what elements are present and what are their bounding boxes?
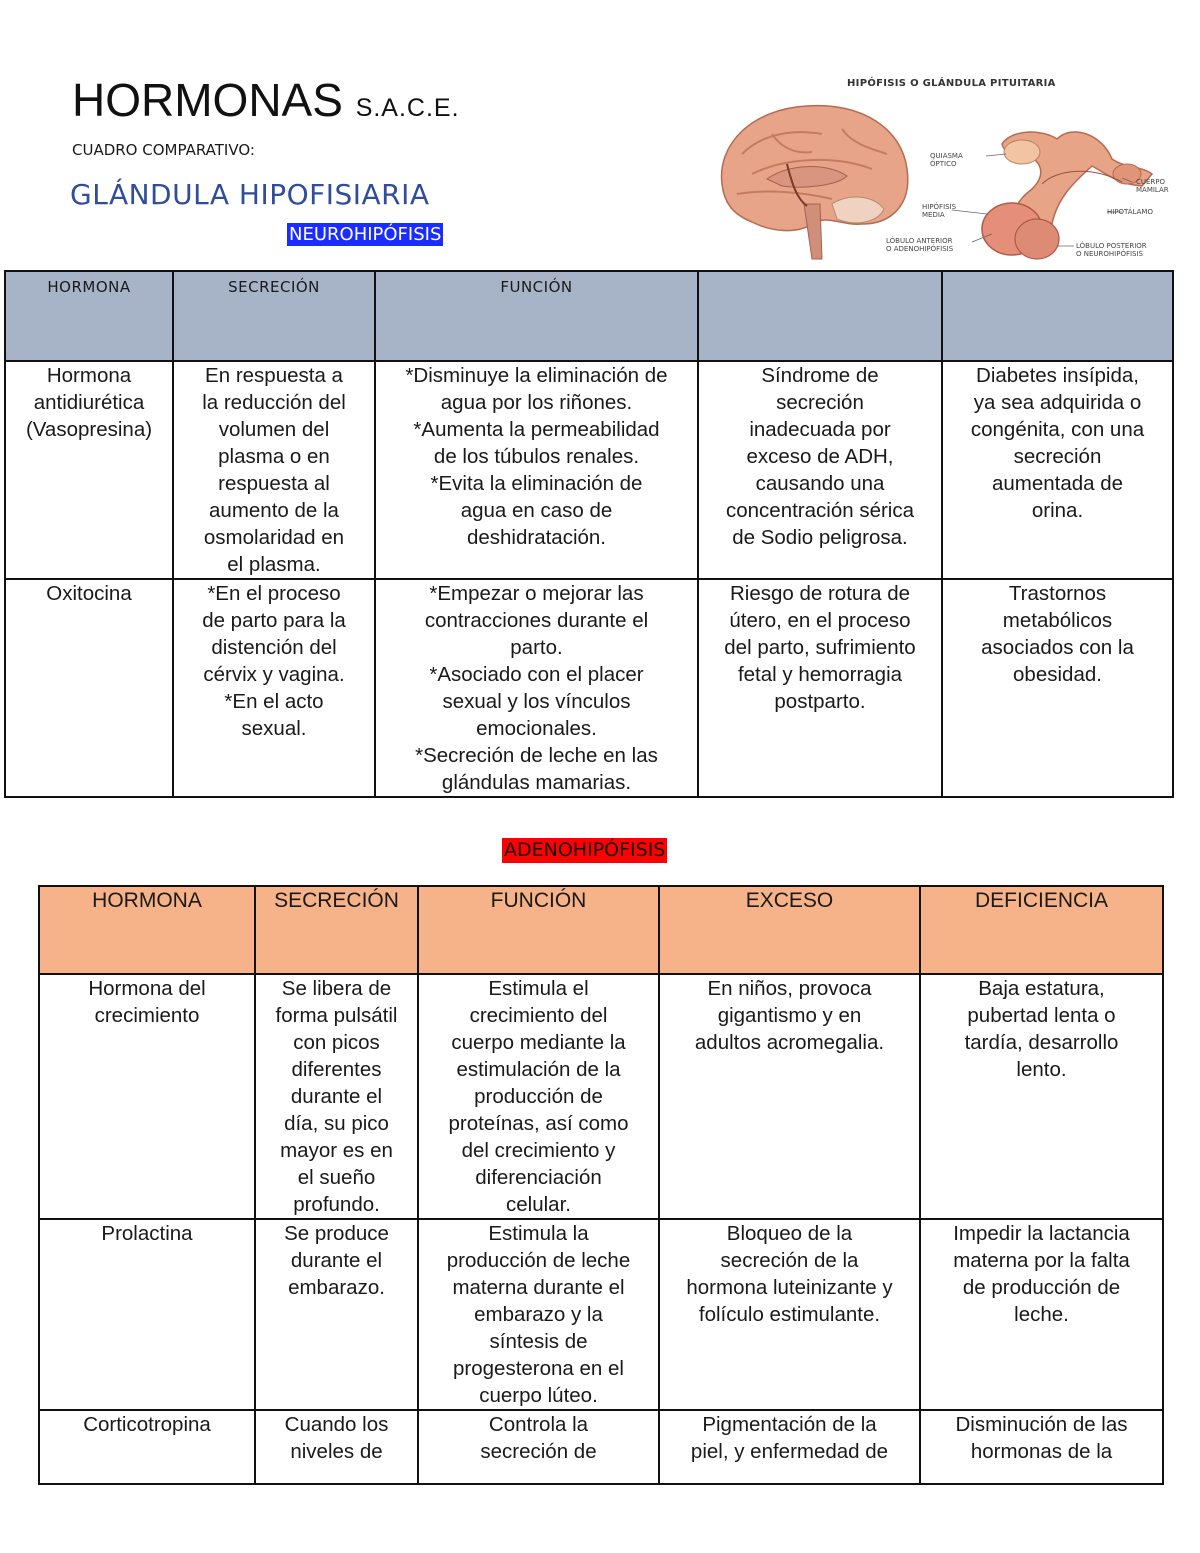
cell-line: respuesta al [218,472,330,495]
label-hipofisis-media: HIPÓFISIS MEDIA [922,203,957,219]
label-lobulo-anterior: LÓBULO ANTERIOR O ADENOHIPÓFISIS [886,237,954,253]
cell-line: pubertad lenta o [967,1004,1116,1027]
cell-hormona [5,579,173,797]
cell-line: del parto, sufrimiento [724,636,916,659]
cell-line: Baja estatura, [978,977,1105,1000]
cell-exceso [659,974,920,1219]
cell-line: con picos [293,1031,380,1054]
cell-secrecion [255,1410,418,1484]
cell-line: la reducción del [202,391,346,414]
cell-line: de Sodio peligrosa. [732,526,908,549]
cell-line: adultos acromegalia. [694,1031,885,1054]
neuro-header-row [5,271,1173,361]
adeno-header-secrecion: SECRECIÓN [255,886,418,974]
cell-line: Diabetes insípida, [976,364,1139,387]
neuro-header-hormona: HORMONA [5,271,173,361]
table-row [5,579,1173,797]
title-suffix: S.A.C.E. [355,94,460,122]
label-cuerpo-mamilar: CUERPO MAMILAR [1136,178,1169,194]
cell-funcion [418,974,659,1219]
cell-line: diferentes [291,1058,382,1081]
cell-line: metabólicos [1002,609,1113,632]
cell-line: proteínas, así como [448,1112,629,1135]
cell-line: Hormona [46,364,132,387]
table-row [5,361,1173,579]
cell-line: secreción [776,391,864,414]
cell-line: exceso de ADH, [746,445,894,468]
cell-line: de parto para la [202,609,346,632]
cell-secrecion [255,974,418,1219]
pituitary-diagram [712,74,1172,296]
cell-line: tardía, desarrollo [964,1031,1119,1054]
cell-line: osmolaridad en [203,526,345,549]
cell-line: forma pulsátil [275,1004,398,1027]
cell-line: día, su pico [284,1112,389,1135]
cell-line: contracciones durante el [424,609,649,632]
cell-line: síntesis de [489,1330,588,1353]
gland-heading: GLÁNDULA HIPOFISIARIA [70,178,430,211]
cell-line: postparto. [774,690,866,713]
cell-line: Bloqueo de la [726,1222,853,1245]
label-lobulo-posterior: LÓBULO POSTERIOR O NEUROHIPÓFISIS [1076,242,1147,258]
cell-line: *En el proceso [207,582,341,605]
cell-line: congénita, con una [970,418,1145,441]
cell-line: útero, en el proceso [729,609,911,632]
cell-line: fetal y hemorragia [737,663,903,686]
cell-line: ya sea adquirida o [973,391,1142,414]
adeno-header-funcion: FUNCIÓN [418,886,659,974]
cell-line: de los túbulos renales. [433,445,640,468]
cell-line: Impedir la lactancia [953,1222,1130,1245]
neuro-header-deficiencia [942,271,1173,361]
cell-line: parto. [510,636,563,659]
table-row [39,1219,1163,1410]
cell-funcion [418,1219,659,1410]
neuro-section-label: NEUROHIPÓFISIS [289,224,442,245]
cell-line: embarazo. [288,1276,385,1299]
cell-deficiencia [920,974,1163,1219]
cell-line: causando una [755,472,885,495]
cell-line: profundo. [293,1193,380,1216]
cell-line: sexual. [241,717,307,740]
cell-line: progesterona en el [453,1357,624,1380]
cell-line: materna por la falta [953,1249,1130,1272]
cell-deficiencia [942,579,1173,797]
cell-line: concentración sérica [725,499,914,522]
cell-line: el sueño [297,1166,376,1189]
adeno-table [38,885,1164,1485]
cell-line: *Aumenta la permeabilidad [413,418,660,441]
cell-funcion [375,579,698,797]
pituitary-illustration [712,74,1172,296]
label-hipotalamo: HIPOTÁLAMO [1107,208,1153,216]
cell-line: crecimiento [94,1004,200,1027]
cell-line: obesidad. [1013,663,1102,686]
neuro-header-exceso [698,271,942,361]
cell-line: de producción de [962,1276,1121,1299]
cell-line: agua en caso de [460,499,613,522]
adeno-header-deficiencia: DEFICIENCIA [920,886,1163,974]
cell-exceso [659,1410,920,1484]
cell-line: piel, y enfermedad de [690,1440,889,1463]
cell-line: orina. [1031,499,1084,522]
cell-line: En niños, provoca [707,977,872,1000]
cell-line: Pigmentación de la [702,1413,877,1436]
document-title [72,70,460,138]
adeno-header-exceso: EXCESO [659,886,920,974]
cell-deficiencia [942,361,1173,579]
cell-line: *Empezar o mejorar las [429,582,644,605]
cell-line: *Evita la eliminación de [430,472,643,495]
cell-line: *Disminuye la eliminación de [405,364,668,387]
cell-line: *En el acto [224,690,324,713]
cell-line: crecimiento del [469,1004,608,1027]
cell-line: estimulación de la [456,1058,621,1081]
cell-exceso [698,361,942,579]
cell-line: durante el [290,1249,383,1272]
cell-line: aumentada de [991,472,1124,495]
cell-hormona [5,361,173,579]
cell-line: durante el [290,1085,383,1108]
neuro-header-secrecion: SECRECIÓN [173,271,375,361]
neuro-table [4,270,1174,798]
cell-line: diferenciación [475,1166,602,1189]
cell-line: Estimula el [488,977,589,1000]
cell-line: glándulas mamarias. [441,771,632,794]
cell-line: producción de leche [446,1249,631,1272]
cell-line: Estimula la [488,1222,589,1245]
document-subtitle: CUADRO COMPARATIVO: [72,141,255,159]
cell-line: agua por los riñones. [440,391,633,414]
cell-line: Oxitocina [46,582,132,605]
cell-line: Corticotropina [83,1413,211,1436]
cell-line: plasma o en [218,445,330,468]
cell-line: antidiurética [33,391,145,414]
cell-line: folículo estimulante. [698,1303,881,1326]
cell-line: Prolactina [101,1222,193,1245]
cell-line: hormona luteinizante y [686,1276,893,1299]
cell-line: cérvix y vagina. [203,663,345,686]
cell-line: distención del [211,636,337,659]
cell-line: En respuesta a [205,364,343,387]
adeno-header-hormona: HORMONA [39,886,255,974]
cell-line: Trastornos [1008,582,1107,605]
cell-line: inadecuada por [749,418,891,441]
cell-line: cuerpo mediante la [451,1031,626,1054]
cell-line: celular. [506,1193,571,1216]
cell-line: Disminución de las [955,1413,1128,1436]
cell-line: Cuando los [284,1413,389,1436]
cell-line: lento. [1016,1058,1067,1081]
cell-secrecion [173,579,375,797]
cell-hormona [39,974,255,1219]
table-row [39,974,1163,1219]
cell-line: Hormona del [88,977,206,1000]
adeno-section-label: ADENOHIPÓFISIS [504,839,666,861]
cell-line: asociados con la [981,636,1134,659]
cell-line: *Secreción de leche en las [415,744,658,767]
cell-line: mayor es en [280,1139,393,1162]
cell-line: hormonas de la [970,1440,1113,1463]
cell-deficiencia [920,1219,1163,1410]
cell-line: secreción [1013,445,1102,468]
cell-line: del crecimiento y [461,1139,616,1162]
cell-secrecion [255,1219,418,1410]
cell-exceso [698,579,942,797]
cell-line: leche. [1014,1303,1069,1326]
cell-funcion [375,361,698,579]
cell-line: deshidratación. [466,526,607,549]
cell-deficiencia [920,1410,1163,1484]
table-row [39,1410,1163,1484]
cell-line: Síndrome de [761,364,879,387]
cell-hormona [39,1219,255,1410]
title-main: HORMONAS [72,74,343,126]
cell-line: gigantismo y en [717,1004,862,1027]
diagram-title: HIPÓFISIS O GLÁNDULA PITUITARIA [847,78,1056,89]
cell-line: secreción de [480,1440,597,1463]
cell-line: cuerpo lúteo. [479,1384,598,1407]
cell-secrecion [173,361,375,579]
cell-line: Se libera de [281,977,392,1000]
cell-line: embarazo y la [474,1303,603,1326]
cell-line: emocionales. [476,717,597,740]
cell-line: secreción de la [720,1249,859,1272]
adeno-header-row [39,886,1163,974]
cell-line: el plasma. [227,553,321,576]
label-quiasma-optico: QUIASMA ÓPTICO [930,152,963,168]
cell-line: materna durante el [452,1276,625,1299]
cell-line: Riesgo de rotura de [729,582,911,605]
cell-line: sexual y los vínculos [442,690,631,713]
cell-exceso [659,1219,920,1410]
cell-line: Se produce [284,1222,389,1245]
cell-hormona [39,1410,255,1484]
cell-line: *Asociado con el placer [429,663,644,686]
cell-line: (Vasopresina) [25,418,153,441]
cell-line: Controla la [488,1413,589,1436]
cell-line: niveles de [290,1440,383,1463]
cell-line: producción de [474,1085,603,1108]
cell-line: aumento de la [209,499,339,522]
neuro-header-funcion: FUNCIÓN [375,271,698,361]
cell-line: volumen del [218,418,330,441]
cell-funcion [418,1410,659,1484]
